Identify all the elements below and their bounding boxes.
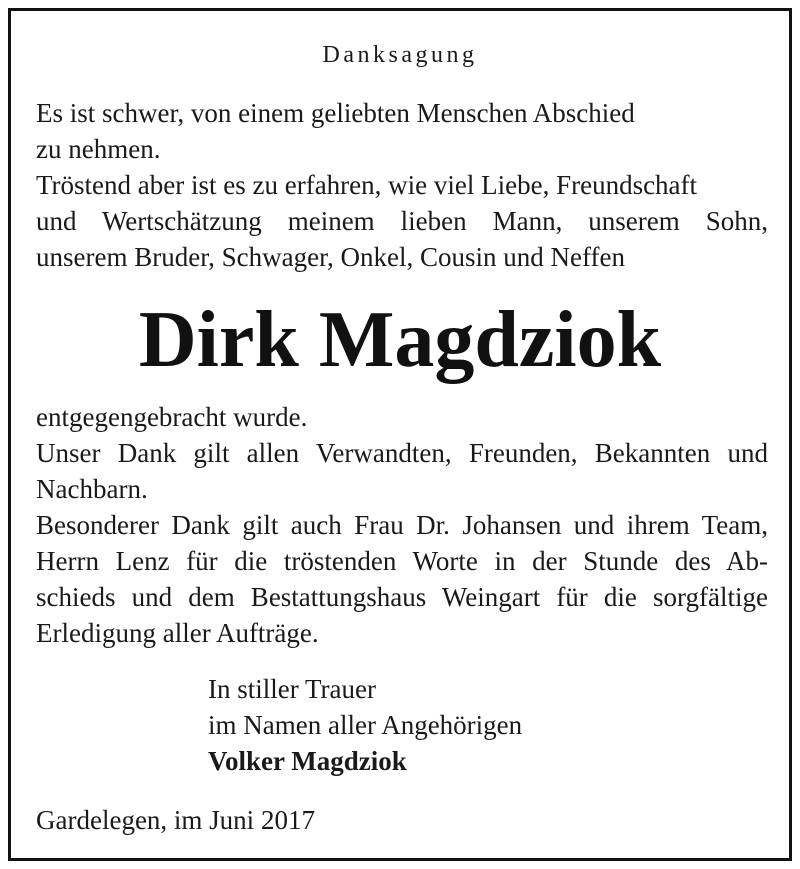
closing-line: In stiller Trauer <box>208 674 376 704</box>
body-line: Herrn Lenz für die tröstenden Worte in der Stunde des Ab- <box>36 546 768 576</box>
intro-line: Tröstend aber ist es zu erfahren, wie viel Liebe, Freundschaft <box>36 170 698 200</box>
obituary-notice <box>8 8 792 861</box>
body-line: Unser Dank gilt allen Verwandten, Freunden, Bekannten und <box>36 438 768 468</box>
place-date: Gardelegen, im Juni 2017 <box>36 805 315 835</box>
body-paragraph <box>36 399 768 651</box>
intro-line: zu nehmen. <box>36 134 161 164</box>
closing-line: im Namen aller Angehörigen <box>208 710 523 740</box>
intro-line: Es ist schwer, von einem geliebten Menschen Abschied <box>36 98 635 128</box>
body-line: Nachbarn. <box>36 474 148 504</box>
signer-name: Volker Magdziok <box>208 746 407 776</box>
intro-line: und Wertschätzung meinem lieben Mann, unserem Sohn, <box>36 206 768 236</box>
body-line: entgegengebracht wurde. <box>36 402 308 432</box>
intro-line: unserem Bruder, Schwager, Onkel, Cousin und Neffen <box>36 242 625 272</box>
notice-heading: Danksagung <box>322 42 478 68</box>
body-line: Erledigung aller Aufträge. <box>36 618 319 648</box>
closing-block <box>208 671 522 779</box>
deceased-name: Dirk Magdziok <box>138 296 662 384</box>
body-line: Besonderer Dank gilt auch Frau Dr. Johansen und ihrem Team, <box>36 510 768 540</box>
intro-paragraph <box>36 95 768 275</box>
body-line: schieds und dem Bestattungshaus Weingart für die sorgfältige <box>36 582 768 612</box>
